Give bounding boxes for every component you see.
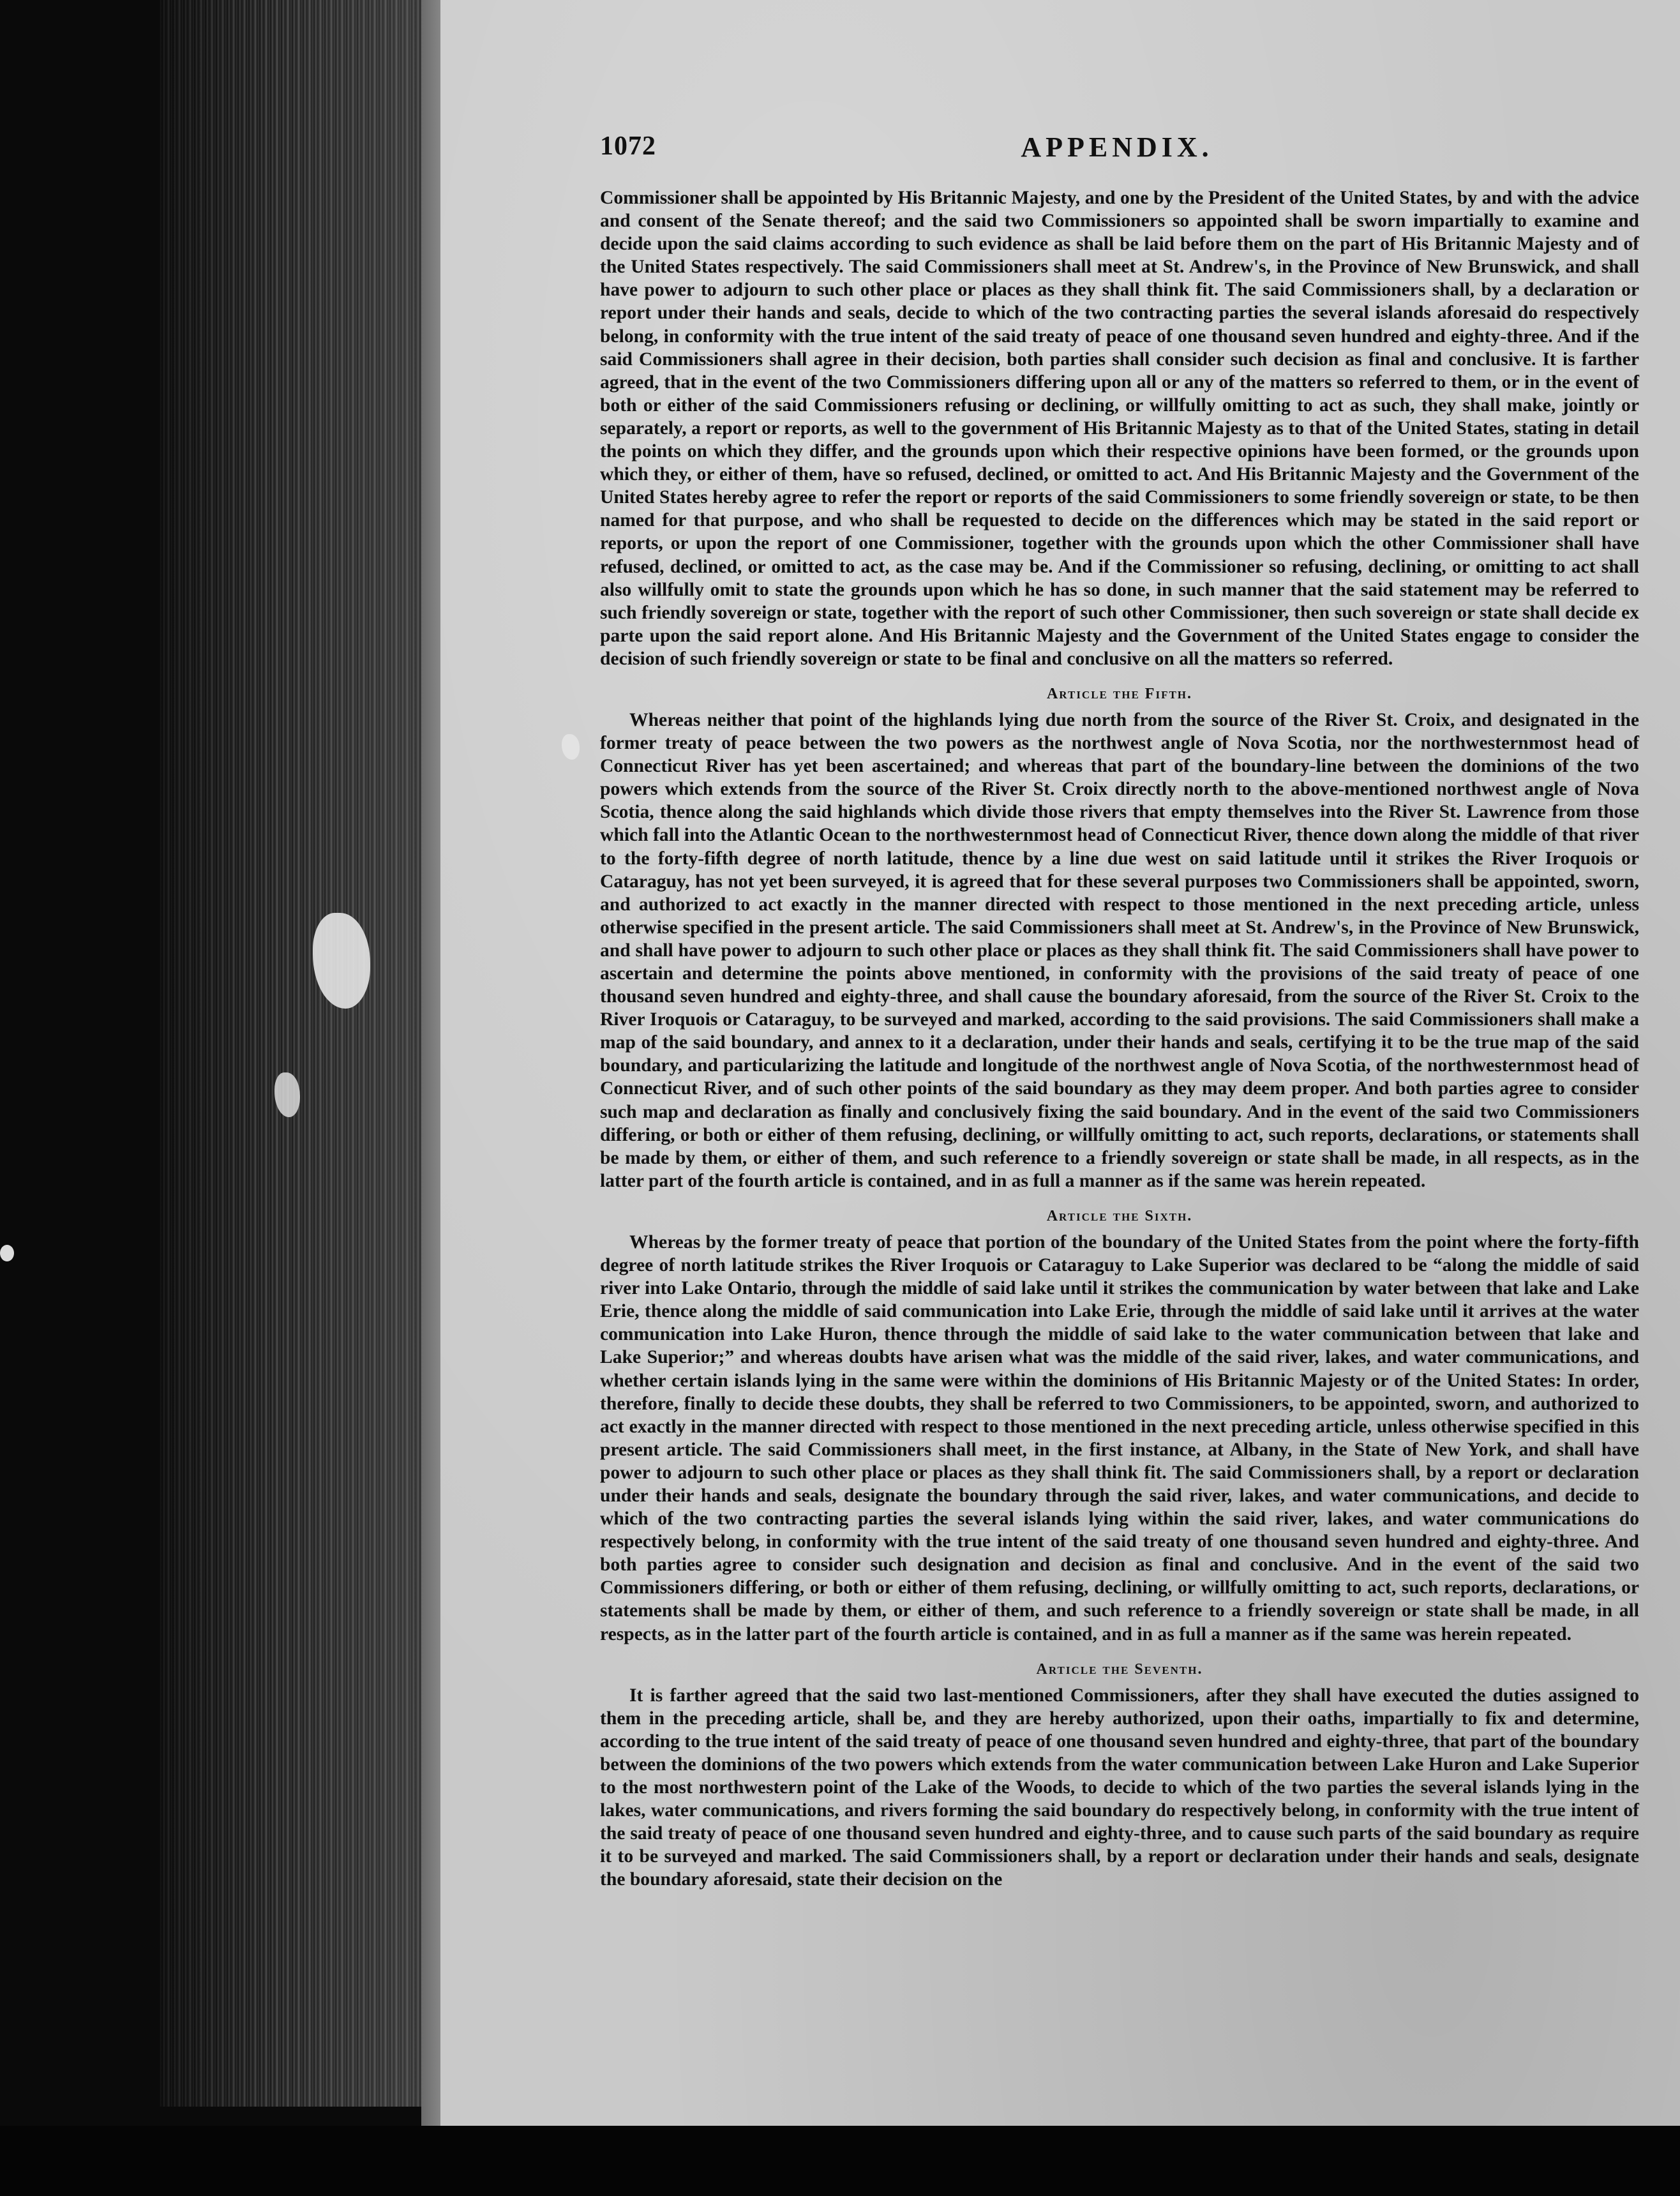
page-number: 1072 (600, 132, 656, 161)
heading-article-seventh: Article the Seventh. (1036, 1660, 1203, 1678)
heading-article-sixth: Article the Sixth. (1046, 1207, 1193, 1224)
heading-article-fifth: Article the Fifth. (1046, 685, 1193, 702)
page-header (600, 131, 1634, 169)
paragraph-article-fifth: Whereas neither that point of the highlands lying due north from the source of the River St. Croix, and designated in the former treaty of peace between the two powers as the northwest angle of Nova Scotia, nor the northwesternmost head of Connecticut River has yet been ascertained; and whereas that part of the boundary-line between the dominions of the two powers which extends from the source of the River St. Croix directly north to the above-mentioned northwest angle of Nova Scotia, thence along the said highlands which divide those rivers that empty themselves into the River St. Lawrence from those which fall into the Atlantic Ocean to the northwesternmost head of Connecticut River, thence down along the middle of that river to the forty-fifth degree of north latitude, thence by a line due west on said latitude until it strikes the River Iroquois or Cataraguy, has not yet been surveyed, it is agreed that for these several purposes two Commissioners shall be appointed, sworn, and authorized to act exactly in the manner directed with respect to those mentioned in the next preceding article, unless otherwise specified in the present article. The said Commissioners shall meet at St. Andrew's, in the Province of New Brunswick, and shall have power to adjourn to such other place or places as they shall think fit. The said Commissioners shall have power to ascertain and determine the points above mentioned, in conformity with the provisions of the said treaty of peace of one thousand seven hundred and eighty-three, and shall cause the boundary aforesaid, from the source of the River St. Croix to the River Iroquois or Cataraguy, to be surveyed and marked, according to the said provisions. The said Commissioners shall make a map of the said boundary, and annex to it a declaration, under their hands and seals, certifying it to be the true map of the said boundary, and particularizing the latitude and longitude of the northwest angle of Nova Scotia, of the northwesternmost head of Connecticut River, and of such other points of the said boundary as they may deem proper. And both parties agree to consider such map and declaration as finally and conclusively fixing the said boundary. And in the event of the said two Commissioners differing, or both or either of them refusing, declining, or willfully omitting to act, such reports, declarations, or statements shall be made by them, or either of them, and such reference to a friendly sovereign or state shall be made, in all respects, as in the latter part of the fourth article is contained, and in as full a manner as if the same was herein repeated. (600, 709, 1639, 1191)
book-page-edges (160, 0, 440, 2107)
scan-bottom-border (0, 2126, 1680, 2196)
running-head: APPENDIX. (1021, 132, 1213, 163)
page-body (600, 186, 1639, 1891)
paragraph-article-seventh: It is farther agreed that the said two last-mentioned Commissioners, after they shall have executed the duties assigned to them in the preceding article, shall be, and they are hereby authorized, upon their oaths, impartially to fix and determine, according to the true intent of the said treaty of peace of one thousand seven hundred and eighty-three, that part of the boundary between the dominions of the two powers which extends from the water communication between Lake Huron and Lake Superior to the most northwestern point of the Lake of the Woods, to decide to which of the two parties the several islands lying in the lakes, water communications, and rivers forming the said boundary do respectively belong, in conformity with the true intent of the said treaty of peace of one thousand seven hundred and eighty-three, and to cause such parts of the said boundary as require it to be surveyed and marked. The said Commissioners shall, by a report or declaration under their hands and seals, designate the boundary aforesaid, state their decision on the (600, 1685, 1639, 1890)
scan-margin-mark (0, 1245, 14, 1261)
paragraph-article-sixth: Whereas by the former treaty of peace that portion of the boundary of the United States from the point where the forty-fifth degree of north latitude strikes the River Iroquois or Cataraguy to Lake Superior was declared to be “along the middle of said river into Lake Ontario, through the middle of said lake until it strikes the communication by water between that lake and Lake Erie, thence along the middle of said communication into Lake Erie, through the middle of said lake until it arrives at the water communication into Lake Huron, thence through the middle of said lake to the water communication between that lake and Lake Superior;” and whereas doubts have arisen what was the middle of the said river, lakes, and water communications, and whether certain islands lying in the same were within the dominions of His Britannic Majesty or of the United States: In order, therefore, finally to decide these doubts, they shall be referred to two Commissioners, to be appointed, sworn, and authorized to act exactly in the manner directed with respect to those mentioned in the next preceding article, unless otherwise specified in this present article. The said Commissioners shall meet, in the first instance, at Albany, in the State of New York, and shall have power to adjourn to such other place or places as they shall think fit. The said Commissioners shall, by a report or declaration under their hands and seals, designate the boundary through the said river, lakes, and water communications, and decide to which of the two contracting parties the several islands lying within the said river, lakes, and water communications do respectively belong, in conformity with the true intent of the said treaty of one thousand seven hundred and eighty-three. And both parties agree to consider such designation and decision as final and conclusive. And in the event of the said two Commissioners differing, or both or either of them refusing, declining, or willfully omitting to act, such reports, declarations, or statements shall be made by them, or either of them, and such reference to a friendly sovereign or state shall be made, in all respects, as in the latter part of the fourth article is contained, and in as full a manner as if the same was herein repeated. (600, 1231, 1639, 1644)
paragraph-article-four-continued: Commissioner shall be appointed by His Britannic Majesty, and one by the President of the United States, by and with the advice and consent of the Senate thereof; and the said two Commissioners so appointed shall be sworn impartially to examine and decide upon the said claims according to such evidence as shall be laid before them on the part of His Britannic Majesty and of the United States respectively. The said Commissioners shall meet at St. Andrew's, in the Province of New Brunswick, and shall have power to adjourn to such other place or places as they shall think fit. The said Commissioners shall, by a declaration or report under their hands and seals, decide to which of the two contracting parties the several islands aforesaid do respectively belong, in conformity with the true intent of the said treaty of peace of one thousand seven hundred and eighty-three. And if the said Commissioners shall agree in their decision, both parties shall consider such decision as final and conclusive. It is farther agreed, that in the event of the two Commissioners differing upon all or any of the matters so referred to them, or in the event of both or either of the said Commissioners refusing or declining, or willfully omitting to act as such, they shall make, jointly or separately, a report or reports, as well to the government of His Britannic Majesty as to that of the United States, stating in detail the points on which they differ, and the grounds upon which their respective opinions have been formed, or the grounds upon which they, or either of them, have so refused, declined, or omitted to act. And His Britannic Majesty and the Government of the United States hereby agree to refer the report or reports of the said Commissioners to some friendly sovereign or state, to be then named for that purpose, and who shall be requested to decide on the differences which may be stated in the said report or reports, or upon the report of one Commissioner, together with the grounds upon which the other Commissioner shall have refused, declined, or omitted to act, as the case may be. And if the Commissioner so refusing, declining, or omitting to act shall also willfully omit to state the grounds upon which he has so done, in such manner that the said statement may be referred to such friendly sovereign or state, together with the report of such other Commissioner, then such sovereign or state shall decide ex parte upon the said report alone. And His Britannic Majesty and the Government of the United States engage to consider the decision of such friendly sovereign or state to be final and conclusive on all the matters so referred. (600, 188, 1639, 669)
